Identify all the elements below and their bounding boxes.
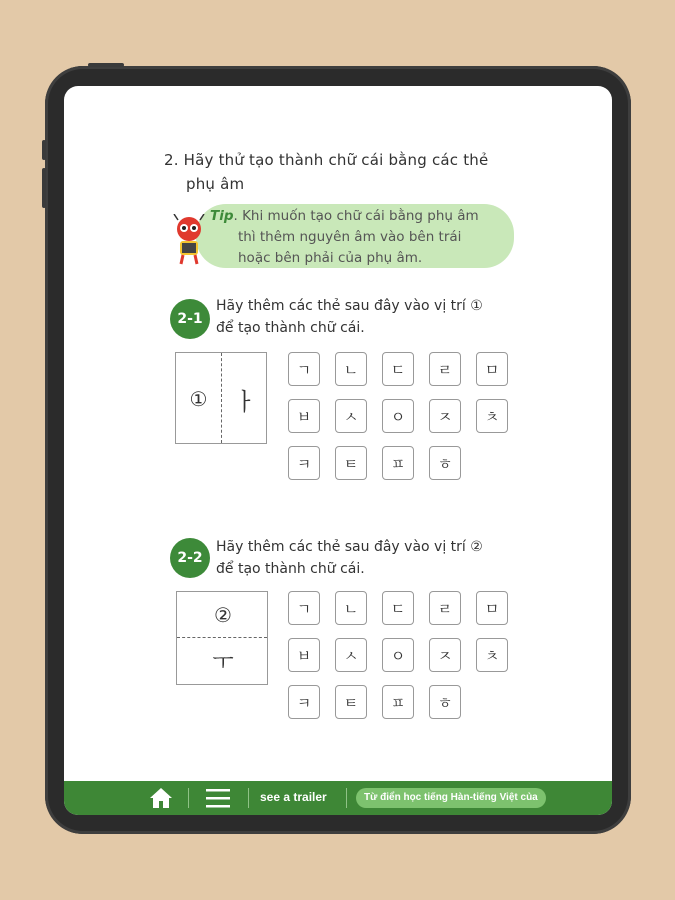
consonant-card[interactable]: ㅅ: [335, 638, 367, 672]
consonant-card[interactable]: ㅌ: [335, 446, 367, 480]
consonant-card[interactable]: ㅋ: [288, 446, 320, 480]
tip-line-3: hoặc bên phải của phụ âm.: [238, 250, 423, 266]
exercise-instruction-2-2: [216, 536, 536, 580]
consonant-card[interactable]: ㅎ: [429, 685, 461, 719]
tip-text: [210, 206, 510, 269]
tip-line-2: thì thêm nguyên âm vào bên trái: [238, 229, 462, 245]
consonant-card[interactable]: ㄱ: [288, 352, 320, 386]
consonant-card[interactable]: ㅇ: [382, 399, 414, 433]
slot-marker-2: ②: [214, 602, 232, 627]
consonant-card[interactable]: ㅊ: [476, 399, 508, 433]
mascot-icon: [172, 214, 206, 266]
vowel-a: ㅏ: [233, 387, 257, 416]
consonant-card[interactable]: ㅎ: [429, 446, 461, 480]
consonant-card[interactable]: ㄴ: [335, 352, 367, 386]
consonant-card[interactable]: ㄴ: [335, 591, 367, 625]
screen: [64, 86, 612, 815]
menu-icon[interactable]: [206, 787, 230, 809]
slot-marker-1: ①: [189, 387, 208, 411]
instruction-line-2: để tạo thành chữ cái.: [216, 561, 365, 577]
tablet-side-button: [42, 140, 46, 160]
exercise-instruction-2-1: [216, 295, 536, 339]
instruction-line-2: để tạo thành chữ cái.: [216, 320, 365, 336]
consonant-card[interactable]: ㅇ: [382, 638, 414, 672]
home-icon[interactable]: [149, 787, 173, 809]
consonant-card[interactable]: ㅁ: [476, 591, 508, 625]
instruction-line-1: Hãy thêm các thẻ sau đây vào vị trí ②: [216, 539, 483, 555]
tip-label: Tip: [210, 208, 234, 224]
instruction-line-1: Hãy thêm các thẻ sau đây vào vị trí ①: [216, 298, 483, 314]
consonant-card[interactable]: ㅋ: [288, 685, 320, 719]
consonant-card[interactable]: ㅍ: [382, 685, 414, 719]
consonant-card[interactable]: ㄷ: [382, 352, 414, 386]
toolbar-separator: [346, 788, 347, 808]
letter-frame-vertical: [176, 591, 268, 685]
heading-line-2: phụ âm: [186, 175, 245, 193]
letter-frame-horizontal: [175, 352, 267, 444]
tip-line-1: . Khi muốn tạo chữ cái bằng phụ âm: [233, 208, 479, 224]
consonant-card[interactable]: ㅂ: [288, 399, 320, 433]
consonant-card[interactable]: ㄷ: [382, 591, 414, 625]
consonant-card[interactable]: ㄹ: [429, 591, 461, 625]
tablet-top-button: [88, 63, 124, 67]
exercise-badge-2-2: 2-2: [170, 538, 210, 578]
section-heading: [164, 148, 524, 196]
toolbar-separator: [188, 788, 189, 808]
consonant-card[interactable]: ㅍ: [382, 446, 414, 480]
see-trailer-link[interactable]: see a trailer: [260, 790, 327, 804]
consonant-card[interactable]: ㅂ: [288, 638, 320, 672]
bottom-toolbar: [64, 781, 612, 815]
consonant-card[interactable]: ㅁ: [476, 352, 508, 386]
vowel-u: ㅜ: [212, 650, 234, 676]
heading-line-1: 2. Hãy thử tạo thành chữ cái bằng các thẻ: [164, 151, 489, 169]
consonant-card[interactable]: ㄱ: [288, 591, 320, 625]
consonant-card[interactable]: ㅊ: [476, 638, 508, 672]
dictionary-button[interactable]: Từ điển học tiếng Hàn-tiếng Việt của: [356, 788, 546, 808]
tablet-side-button: [42, 168, 46, 208]
consonant-card[interactable]: ㅅ: [335, 399, 367, 433]
consonant-card[interactable]: ㅌ: [335, 685, 367, 719]
consonant-card[interactable]: ㅈ: [429, 399, 461, 433]
exercise-badge-2-1: 2-1: [170, 299, 210, 339]
toolbar-separator: [248, 788, 249, 808]
consonant-card[interactable]: ㄹ: [429, 352, 461, 386]
consonant-card[interactable]: ㅈ: [429, 638, 461, 672]
